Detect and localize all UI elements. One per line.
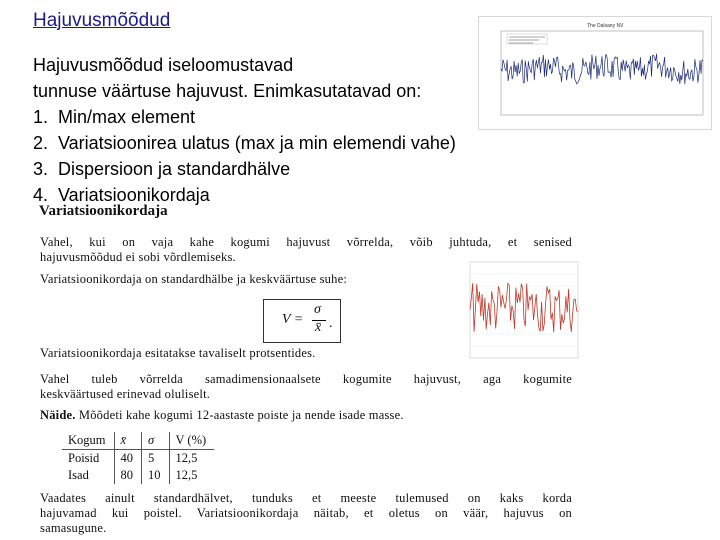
timeseries-chart-svg bbox=[479, 17, 711, 129]
table-cell: 10 bbox=[142, 467, 170, 484]
list-number: 4. bbox=[33, 185, 49, 205]
table-row bbox=[62, 450, 214, 468]
intro-line-2: tunnuse väärtuse hajuvust. Enimkasutatavad on: bbox=[33, 81, 422, 101]
list-item bbox=[33, 104, 456, 130]
list-number: 3. bbox=[33, 159, 49, 179]
table-header-cell: V (%) bbox=[169, 432, 214, 450]
timeseries-chart-thumbnail bbox=[478, 16, 712, 130]
table-cell: 80 bbox=[114, 467, 142, 484]
table-header-cell: Kogum bbox=[62, 432, 114, 450]
legend-box bbox=[507, 34, 547, 44]
paragraph-line: Vaadates ainult standardhälvet, tunduks et meeste tulemused on kaks korda bbox=[40, 491, 572, 505]
paragraph-line: Vahel tuleb võrrelda samadimensionaalsete kogumite hajuvust, aga kogumite bbox=[40, 372, 572, 386]
intro-line-1: Hajuvusmõõdud iseloomustavad bbox=[33, 55, 294, 75]
list-item bbox=[33, 156, 456, 182]
list-number: 1. bbox=[33, 107, 49, 127]
slide-title: Hajuvusmõõdud bbox=[33, 10, 171, 31]
example-label: Näide. bbox=[40, 408, 76, 422]
table-cell: Poisid bbox=[68, 451, 100, 465]
formula-lhs: V = bbox=[282, 312, 304, 327]
table-header-row bbox=[62, 432, 214, 450]
formula-denominator: x̄ bbox=[315, 320, 322, 335]
list-number: 2. bbox=[33, 133, 49, 153]
formula-numerator: σ bbox=[314, 302, 321, 317]
data-table bbox=[62, 432, 214, 484]
paragraph-line: Vahel, kui on vaja kahe kogumi hajuvust võrrelda, võib juhtuda, et senised bbox=[40, 235, 572, 249]
table-header-cell: x̄ bbox=[114, 432, 142, 450]
paragraph-line: hajuvusmõõdud ei sobi võrdlemiseks. bbox=[40, 250, 236, 264]
series-line bbox=[470, 283, 578, 332]
table-cell: 12,5 bbox=[169, 450, 214, 468]
example-text: Mõõdeti kahe kogumi 12-aastaste poiste ja nende isade masse. bbox=[78, 408, 404, 422]
intro-text bbox=[33, 52, 456, 208]
list-text: Min/max element bbox=[58, 107, 196, 127]
paragraph-line: keskväärtused erinevad oluliselt. bbox=[40, 387, 211, 401]
chart-title: The Dalsany NV bbox=[587, 23, 624, 29]
list-text: Dispersioon ja standardhälve bbox=[58, 159, 291, 179]
gridlines bbox=[470, 274, 578, 346]
paragraph-line: Variatsioonikordaja on standardhälbe ja keskväärtuse suhe: bbox=[40, 272, 347, 286]
red-series-chart-thumbnail bbox=[460, 258, 582, 370]
table-cell: 5 bbox=[142, 450, 170, 468]
section-heading: Variatsioonikordaja bbox=[39, 203, 168, 219]
red-series-chart-svg bbox=[460, 258, 582, 370]
series-line bbox=[501, 54, 703, 84]
formula-box bbox=[263, 299, 341, 343]
table-cell: Isad bbox=[68, 468, 89, 482]
list-text: Variatsioonirea ulatus (max ja min elemendi vahe) bbox=[58, 133, 456, 153]
table-header-cell: σ bbox=[142, 432, 170, 450]
paragraph-line: samasugune. bbox=[40, 521, 107, 535]
list-item bbox=[33, 130, 456, 156]
list-text: Variatsioonikordaja bbox=[58, 185, 210, 205]
example-line bbox=[40, 408, 404, 423]
table-cell: 12,5 bbox=[169, 467, 214, 484]
formula-end: . bbox=[329, 316, 333, 331]
table-row bbox=[62, 467, 214, 484]
table-cell: 40 bbox=[114, 450, 142, 468]
paragraph-line: hajuvamad kui poistel. Variatsioonikordaja näitab, et oletus on väär, hajuvus on bbox=[40, 506, 572, 520]
paragraph-line: Variatsioonikordaja esitatakse tavaliselt protsentides. bbox=[40, 346, 316, 360]
